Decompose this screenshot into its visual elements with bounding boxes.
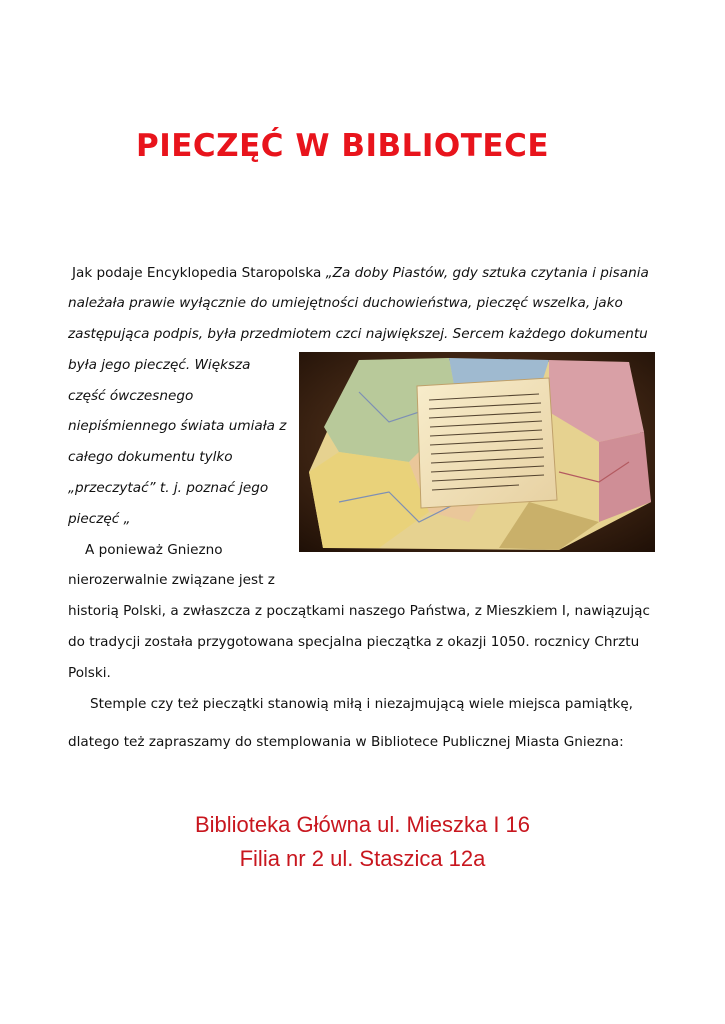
paragraph-1-line-4: [68, 356, 251, 374]
paragraph-2-line-4: do tradycji została przygotowana specjalna pieczątka z okazji 1050. rocznicy Chrztu: [68, 634, 640, 650]
paragraph-1-line-2-text: należała prawie wyłącznie do umiejętności duchowieństwa, pieczęć wszelka, jako: [68, 295, 623, 311]
paragraph-1-line-3: [68, 325, 648, 343]
paragraph-1-line-9: [68, 510, 131, 528]
paragraph-1-line-7-text: całego dokumentu tylko: [68, 449, 233, 465]
paragraph-1-line-2: [68, 294, 623, 312]
paragraph-1-line-5: [68, 387, 193, 405]
paragraph-3-line-1: Stemple czy też pieczątki stanowią miłą i niezajmującą wiele miejsca pamiątkę,: [90, 696, 634, 712]
paragraph-1-line-7: [68, 448, 233, 466]
paragraph-1-line-6-text: niepiśmiennego świata umiała z: [68, 418, 287, 434]
paragraph-2-line-2: nierozerwalnie związane jest z: [68, 572, 275, 588]
paragraph-1-line-8-text: „przeczytać” t. j. poznać jego: [68, 480, 269, 496]
paragraph-1-line-1-quote: „Za doby Piastów, gdy sztuka czytania i pisania: [325, 265, 649, 281]
paragraph-1-line-1-plain: Jak podaje Encyklopedia Staropolska: [72, 265, 326, 281]
paragraph-3-line-2: dlatego też zapraszamy do stemplowania w Bibliotece Publicznej Miasta Gniezna:: [68, 734, 624, 750]
page-title: PIECZĘĆ W BIBLIOTECE: [135, 128, 550, 164]
paragraph-1-line-8: [68, 479, 268, 497]
address-branch-library: Filia nr 2 ul. Staszica 12a: [239, 846, 486, 871]
paragraph-2-line-3: historią Polski, a zwłaszcza z początkami naszego Państwa, z Mieszkiem I, nawiązując: [68, 603, 650, 619]
map-with-document-image: [299, 352, 655, 552]
paragraph-1-line-6: [68, 417, 286, 435]
paragraph-1-line-1: [72, 264, 649, 282]
paragraph-2-line-1: A ponieważ Gniezno: [85, 542, 223, 558]
paragraph-1-line-4-text: była jego pieczęć. Większa: [68, 357, 251, 373]
paragraph-1-line-3-text: zastępująca podpis, była przedmiotem czci największej. Sercem każdego dokumentu: [68, 326, 648, 342]
paragraph-1-line-5-text: część ówczesnego: [68, 388, 194, 404]
address-main-library: Biblioteka Główna ul. Mieszka I 16: [194, 812, 531, 837]
paragraph-2-line-5: Polski.: [68, 665, 111, 681]
paragraph-1-line-9-text: pieczęć „: [68, 511, 131, 527]
